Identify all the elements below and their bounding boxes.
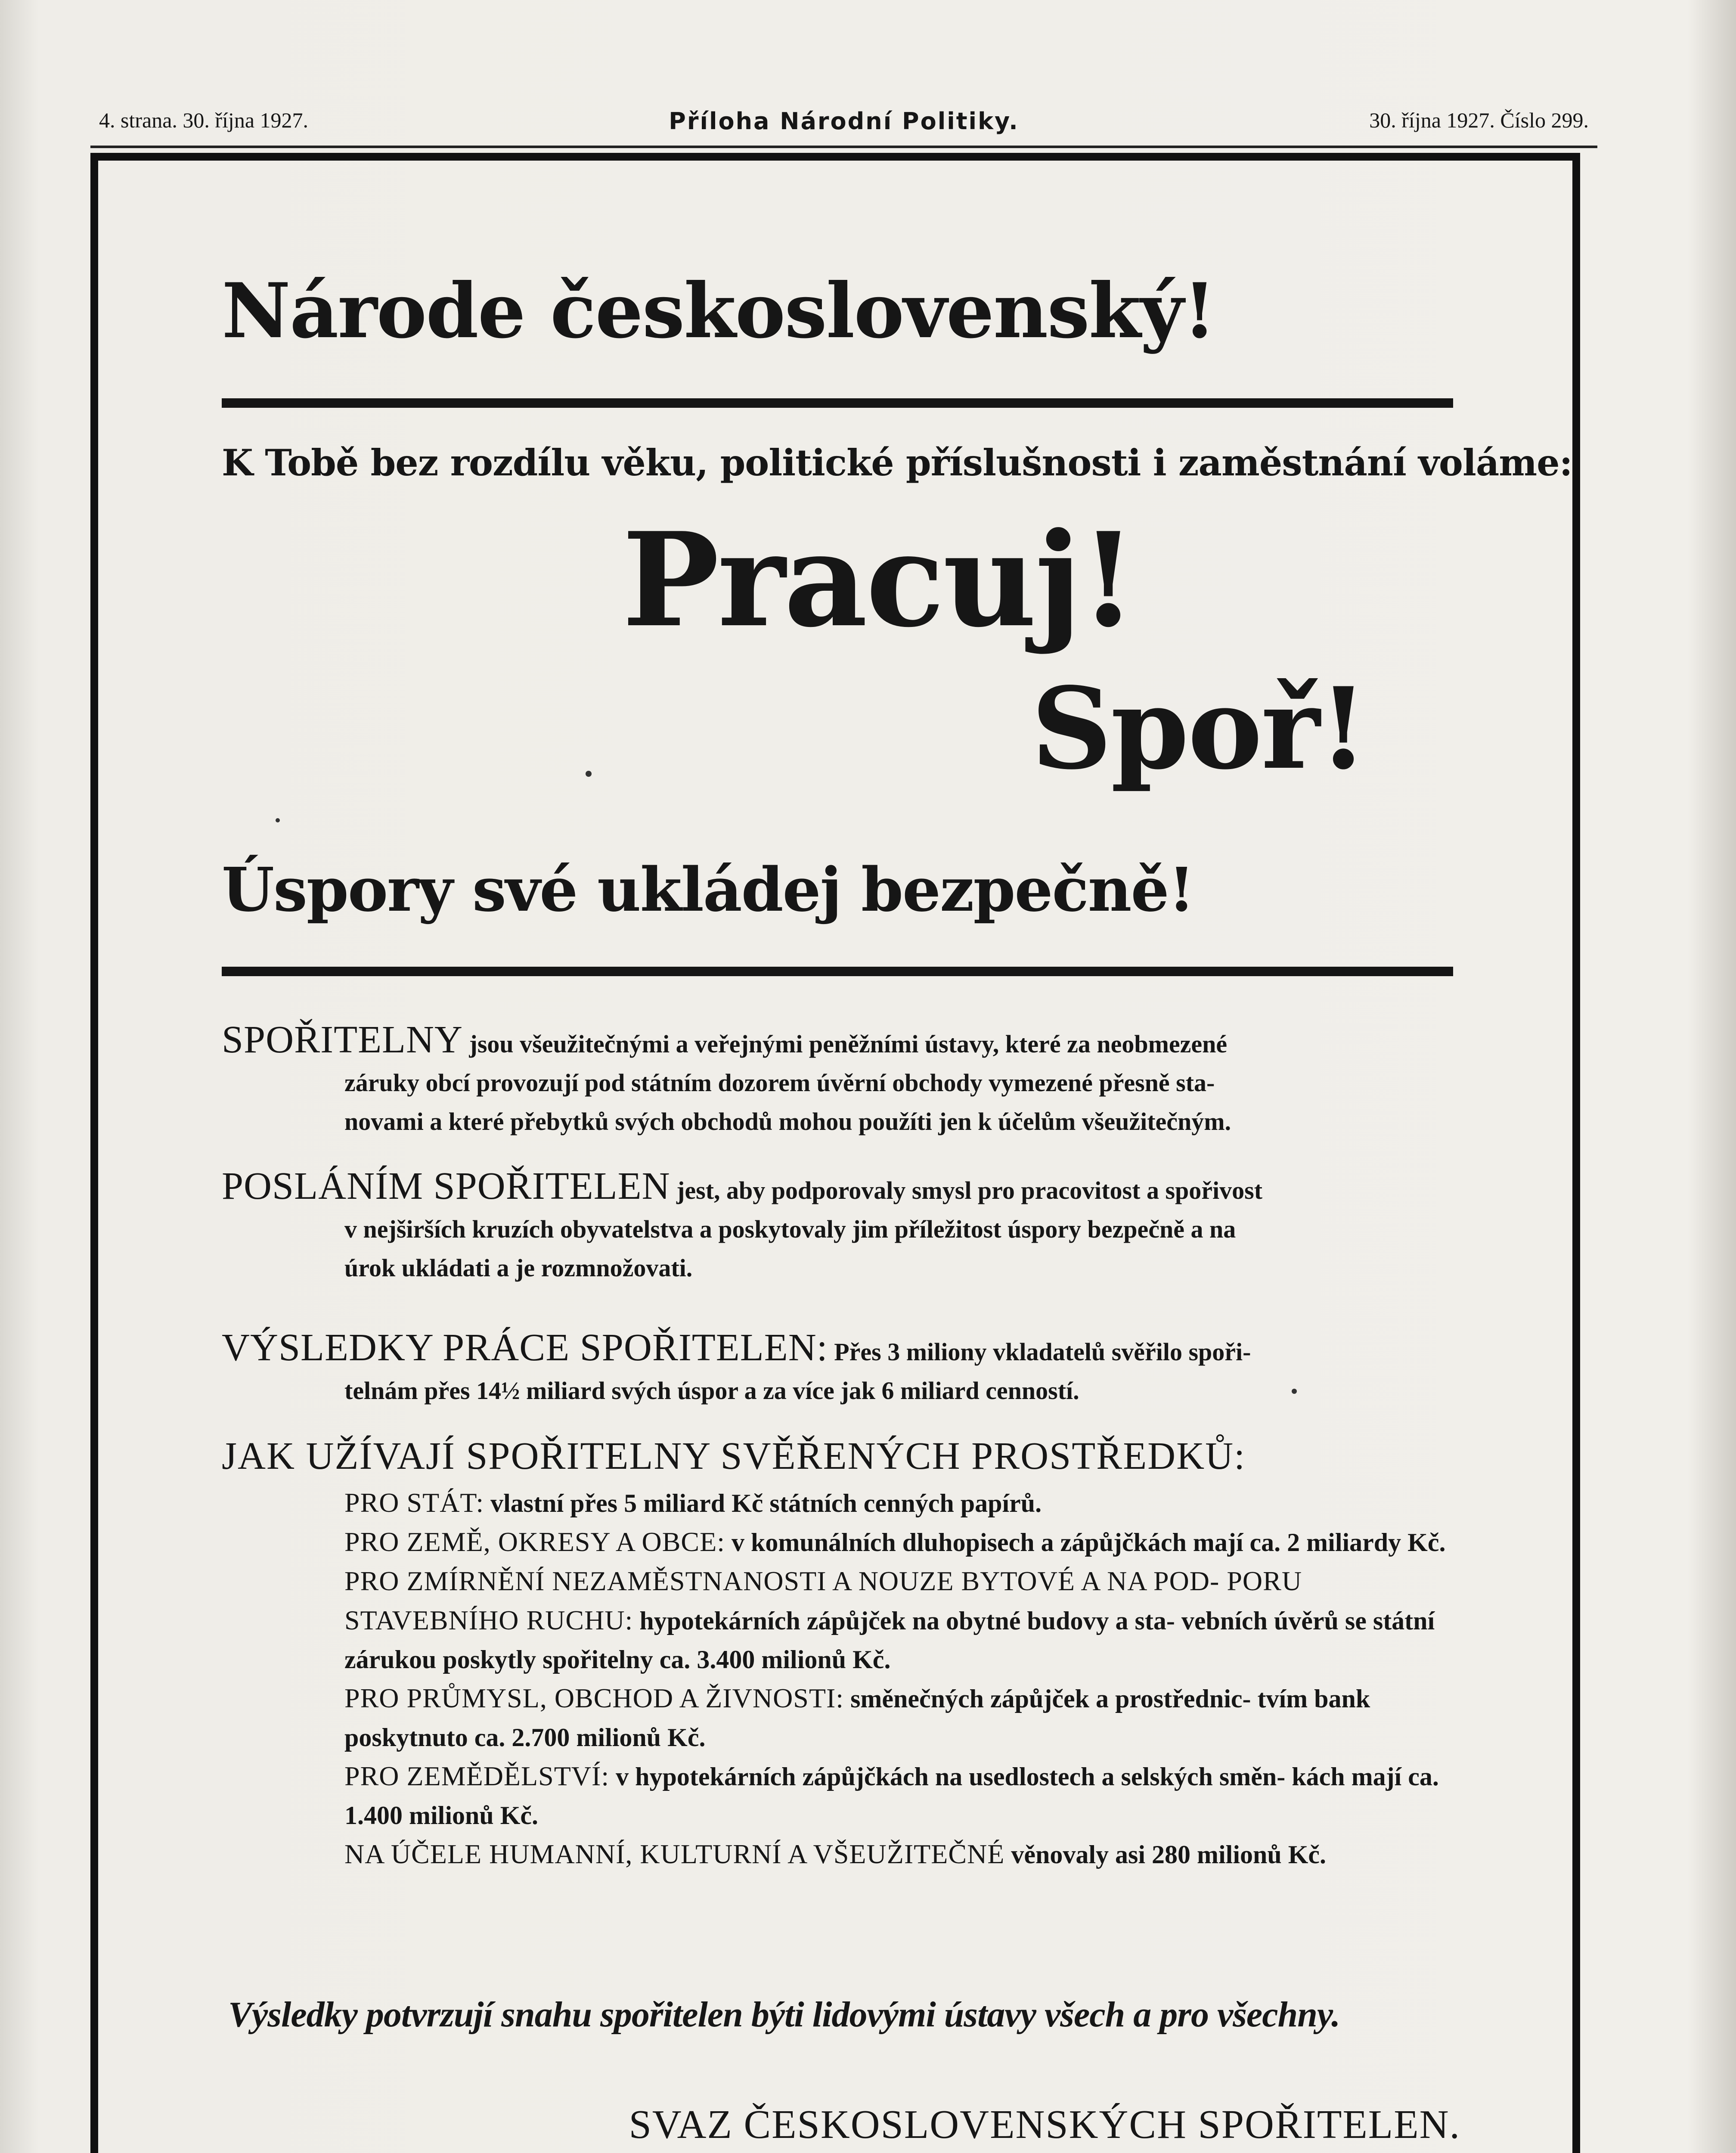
- ad-appeal: K Tobě bez rozdílu věku, politické příslušnosti i zaměstnání voláme:: [222, 441, 1572, 484]
- list-item: [344, 1757, 1464, 1835]
- paragraph-text: Přes 3 miliony vkladatelů svěřilo spoři-: [834, 1338, 1251, 1366]
- slogan-save: Spoř!: [1031, 663, 1367, 794]
- print-speck: [586, 771, 592, 777]
- paragraph-text: jsou všeužitečnými a veřejnými peněžními ústavy, které za neobmezené: [469, 1030, 1228, 1058]
- ad-title: Národe československý!: [222, 267, 1215, 355]
- use-text: v hypotekárních zápůjčkách na usedlostech a selských směn- kách mají ca. 1.400 milionů Kč.: [344, 1762, 1439, 1830]
- paragraph-line: úrok ukládati a je rozmnožovati.: [344, 1254, 693, 1282]
- use-text: věnovaly asi 280 milionů Kč.: [1011, 1840, 1327, 1869]
- use-caption: NA ÚČELE HUMANNÍ, KULTURNÍ A VŠEUŽITEČNÉ: [344, 1839, 1005, 1869]
- paragraph-text: jest, aby podporovaly smysl pro pracovitost a spořivost: [676, 1176, 1263, 1204]
- paragraph-lead: VÝSLEDKY PRÁCE SPOŘITELEN:: [222, 1326, 828, 1369]
- use-text: v komunálních dluhopisech a zápůjčkách mají ca. 2 miliardy Kč.: [731, 1528, 1446, 1557]
- page-number-date: 4. strana. 30. října 1927.: [99, 108, 309, 132]
- print-speck: [1292, 1389, 1297, 1394]
- list-item: [344, 1523, 1464, 1562]
- use-text: hypotekárních zápůjček na obytné budovy a sta- vebních úvěrů se státní zárukou poskytly spořitelny ca. 3.400 milionů Kč.: [344, 1607, 1435, 1674]
- use-text: vlastní přes 5 miliard Kč státních cenných papírů.: [490, 1489, 1042, 1517]
- list-item: [344, 1562, 1464, 1679]
- paragraph-line: záruky obcí provozují pod státním dozorem úvěrní obchody vymezené přesně sta-: [344, 1069, 1215, 1097]
- use-text: směnečných zápůjček a prostřednic- tvím bank poskytnuto ca. 2.700 milionů Kč.: [344, 1685, 1370, 1752]
- issue-date-number: 30. října 1927. Číslo 299.: [1369, 108, 1589, 132]
- supplement-title: Příloha Národní Politiky.: [669, 108, 1019, 135]
- use-caption: PRO PRŮMYSL, OBCHOD A ŽIVNOSTI:: [344, 1683, 844, 1713]
- uses-list: [344, 1483, 1464, 1874]
- print-speck: [276, 818, 280, 822]
- closing-statement: Výsledky potvrzují snahu spořitelen býti lidovými ústavy všech a pro všechny.: [228, 1995, 1340, 2035]
- paragraph-savings-banks: [222, 1018, 1462, 1141]
- paragraph-line: telnám přes 14½ miliard svých úspor a za více jak 6 miliard cenností.: [344, 1377, 1079, 1405]
- use-caption: PRO ZEMĚ, OKRESY A OBCE:: [344, 1526, 725, 1557]
- use-caption: PRO ZMÍRNĚNÍ NEZAMĚSTNANOSTI A NOUZE BYTOVÉ A NA POD- PORU STAVEBNÍHO RUCHU:: [344, 1566, 1302, 1635]
- paragraph-line: v nejširších kruzích obyvatelstva a poskytovaly jim příležitost úspory bezpečně a na: [344, 1215, 1236, 1243]
- paragraph-lead: SPOŘITELNY: [222, 1018, 463, 1061]
- top-divider: [222, 398, 1453, 408]
- list-item: [344, 1835, 1464, 1874]
- header-rule: [90, 146, 1597, 148]
- paragraph-mission: [222, 1167, 1462, 1287]
- use-caption: PRO STÁT:: [344, 1487, 484, 1518]
- uses-heading: JAK UŽÍVAJÍ SPOŘITELNY SVĚŘENÝCH PROSTŘEDKŮ:: [222, 1435, 1246, 1477]
- use-caption: PRO ZEMĚDĚLSTVÍ:: [344, 1761, 610, 1791]
- slogan-work: Pracuj!: [622, 504, 1135, 656]
- list-item: [344, 1679, 1464, 1757]
- paragraph-results: [222, 1328, 1462, 1410]
- paragraph-lead: POSLÁNÍM SPOŘITELEN: [222, 1165, 670, 1207]
- middle-divider: [222, 967, 1453, 976]
- paragraph-line: novami a které přebytků svých obchodů mohou použíti jen k účelům všeužitečným.: [344, 1108, 1231, 1135]
- running-head: [99, 108, 1589, 142]
- list-item: [344, 1483, 1464, 1523]
- slogan-deposit: Úspory své ukládej bezpečně!: [222, 855, 1194, 925]
- signature-union: SVAZ ČESKOSLOVENSKÝCH SPOŘITELEN.: [629, 2102, 1460, 2147]
